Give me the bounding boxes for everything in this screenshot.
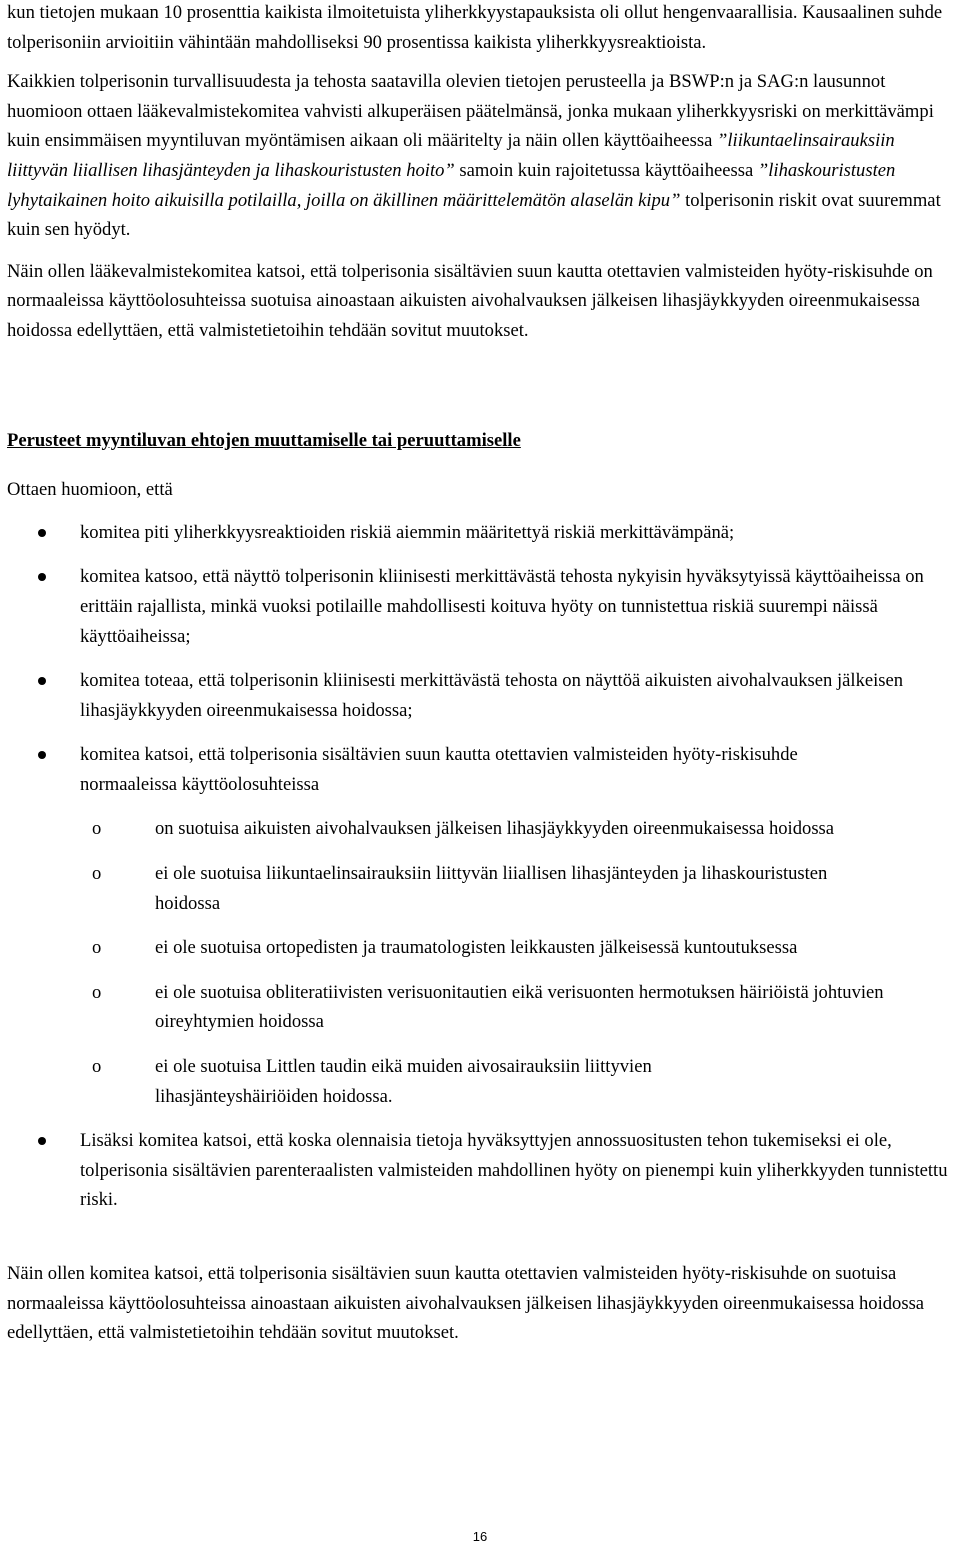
paragraph-continuation: kun tietojen mukaan 10 prosenttia kaikista ilmoitetuista yliherkkyystapauksista oli ollut hengenvaarallisia. Kausaalinen suhde tolperisoniin arvioitiin vähintään mahdolliseksi 90 prosentissa kaikista yliherkkyysreaktioista.	[7, 2, 943, 53]
grounds-list-continued	[7, 1126, 957, 1215]
bullet-icon	[38, 529, 46, 537]
sub-list	[7, 814, 957, 1111]
list-item: komitea katsoi, että tolperisonia sisältävien suun kautta otettavien valmisteiden hyöty-riskisuhde normaaleissa käyttöolosuhteissa	[7, 740, 957, 799]
list-item: komitea piti yliherkkyysreaktioiden riskiä aiemmin määritettyä riskiä merkittävämpänä;	[7, 518, 957, 548]
circle-bullet-icon: o	[92, 818, 102, 840]
sub-list-item: o ei ole suotuisa ortopedisten ja traumatologisten leikkausten jälkeisessä kuntoutuksessa	[7, 933, 957, 963]
paragraph-conclusion	[7, 67, 957, 245]
page-number: 16	[472, 1529, 488, 1544]
paragraph-conclusion-text-c: tolperisonin riskit ovat suuremmat kuin sen hyödyt.	[7, 189, 941, 241]
document-page	[7, 0, 957, 1348]
sub-list-item: o ei ole suotuisa liikuntaelinsairauksiin liittyvän liiallisen lihasjänteyden ja lihaskouristusten hoidossa	[7, 859, 957, 918]
grounds-list	[7, 518, 957, 800]
bullet-icon	[38, 573, 46, 581]
circle-bullet-icon: o	[92, 863, 102, 885]
indication-quote-1: ”liikuntaelinsairauksiin liittyvän liiallisen lihasjänteyden ja lihaskouristusten hoito”	[7, 130, 895, 181]
paragraph-conclusion-text-a: Kaikkien tolperisonin turvallisuudesta ja tehosta saatavilla olevien tietojen perusteella ja BSWP:n ja SAG:n lausunnot huomioon ottaen lääkevalmistekomitea vahvisti alkuperäisen päätelmänsä, jonka mukaan yliherkkyysriski on merkittävämpi kuin ensimmäisen myyntiluvan myöntämisen aikaan oli määritelty ja näin ollen käyttöaiheessa	[7, 71, 934, 152]
bullet-icon	[38, 1137, 46, 1145]
list-item: Lisäksi komitea katsoi, että koska olennaisia tietoja hyväksyttyjen annossuositusten tehon tukemiseksi ei ole, tolperisonia sisältävien parenteraalisten valmisteiden mahdollinen hyöty on pienempi kuin yliherkkyyden tunnistettu riski.	[7, 1126, 957, 1215]
bullet-icon	[38, 751, 46, 759]
sub-list-item: o on suotuisa aikuisten aivohalvauksen jälkeisen lihasjäykkyyden oireenmukaisessa hoidossa	[7, 814, 957, 844]
section-heading: Perusteet myyntiluvan ehtojen muuttamiselle tai peruuttamiselle	[7, 429, 521, 451]
circle-bullet-icon: o	[92, 1056, 102, 1078]
list-item: komitea toteaa, että tolperisonin kliinisesti merkittävästä tehosta on näyttöä aikuisten aivohalvauksen jälkeisen lihasjäykkyyden oireenmukaisessa hoidossa;	[7, 666, 957, 725]
circle-bullet-icon: o	[92, 937, 102, 959]
indication-quote-2: ”lihaskouristusten lyhytaikainen hoito aikuisilla potilailla, joilla on äkillinen määrittelemätön alaselän kipu”	[7, 159, 896, 211]
list-item: komitea katsoo, että näyttö tolperisonin kliinisesti merkittävästä tehosta nykyisin hyväksytyissä käyttöaiheissa on erittäin rajallista, minkä vuoksi potilaille mahdollisesti koituva hyöty on tunnistettua riskiä suurempi näissä käyttöaiheissa;	[7, 562, 957, 651]
paragraph-committee-view: Näin ollen lääkevalmistekomitea katsoi, että tolperisonia sisältävien suun kautta otettavien valmisteiden hyöty-riskisuhde on normaaleissa käyttöolosuhteissa suotuisa ainoastaan aikuisten aivohalvauksen jälkeisen lihasjäykkyyden oireenmukaisessa hoidossa edellyttäen, että valmistetietoihin tehdään sovitut muutokset.	[7, 260, 933, 341]
sub-list-item: o ei ole suotuisa obliteratiivisten verisuonitautien eikä verisuonten hermotuksen häiriöistä johtuvien oireyhtymien hoidossa	[7, 978, 957, 1037]
bullet-icon	[38, 677, 46, 685]
circle-bullet-icon: o	[92, 981, 102, 1003]
sub-list-item: o ei ole suotuisa Littlen taudin eikä muiden aivosairauksiin liittyvien lihasjänteyshäiriöiden hoidossa.	[7, 1052, 957, 1111]
paragraph-final-conclusion: Näin ollen komitea katsoi, että tolperisonia sisältävien suun kautta otettavien valmisteiden hyöty-riskisuhde on suotuisa normaaleissa käyttöolosuhteissa ainoastaan aikuisten aivohalvauksen jälkeisen lihasjäykkyyden oireenmukaisessa hoidossa edellyttäen, että valmistetietoihin tehdään sovitut muutokset.	[7, 1263, 925, 1344]
paragraph-conclusion-text-b: samoin kuin rajoitetussa käyttöaiheessa	[454, 159, 758, 181]
intro-line: Ottaen huomioon, että	[7, 479, 173, 501]
